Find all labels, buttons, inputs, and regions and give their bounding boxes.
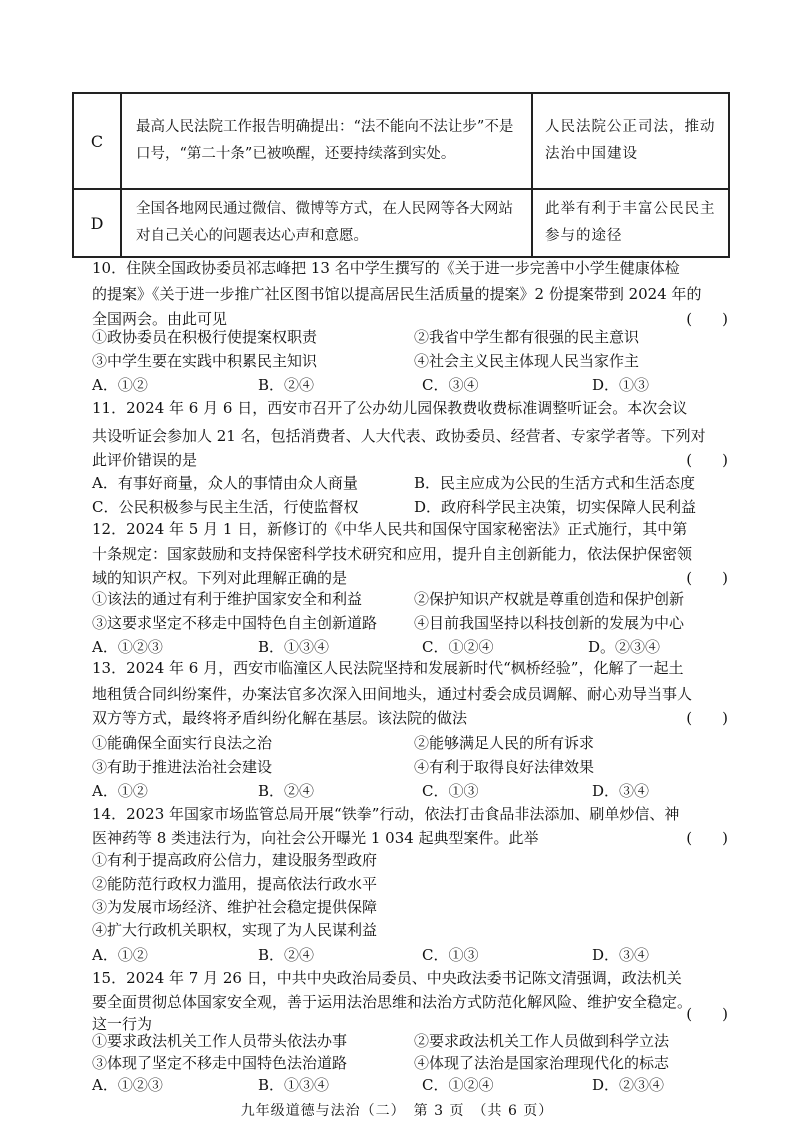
choice-b[interactable]: B．②④ xyxy=(258,376,315,394)
choice-row xyxy=(92,1074,732,1100)
statement: ④社会主义民主体现人民当家作主 xyxy=(414,352,640,370)
statement: ②保护知识产权就是尊重创造和保护创新 xyxy=(414,590,685,608)
choice-a[interactable]: A．①② xyxy=(92,946,148,964)
question-stem: 15．2024 年 7 月 26 日，中共中央政治局委员、中央政法委书记陈文清强调，政法机关 xyxy=(92,969,682,987)
option-table xyxy=(72,92,730,258)
choice-c[interactable]: C．③④ xyxy=(422,376,479,394)
choice-d[interactable]: D．政府科学民主决策，切实保障人民利益 xyxy=(414,498,697,516)
answer-blank: ( ) xyxy=(686,569,728,587)
statement: ③中学生要在实践中积累民主知识 xyxy=(92,352,318,370)
question-stem: 域的知识产权。下列对此理解正确的是 xyxy=(92,569,348,587)
statement: ④体现了法治是国家治理现代化的标志 xyxy=(414,1054,670,1072)
statement: ④扩大行政机关职权，实现了为人民谋利益 xyxy=(92,921,378,939)
row-conclusion: 人民法院公正司法，推动法治中国建设 xyxy=(532,93,729,189)
question-stem: 双方等方式，最终将矛盾纠纷化解在基层。该法院的做法 xyxy=(92,709,468,727)
question-stem: 十条规定：国家鼓励和支持保密科学技术研究和应用，提升自主创新能力，依法保护保密领 xyxy=(92,545,693,563)
statement: ④有利于取得良好法律效果 xyxy=(414,758,595,776)
question-stem: 此评价错误的是 xyxy=(92,451,198,469)
choice-a[interactable]: A．有事好商量，众人的事情由众人商量 xyxy=(92,474,358,492)
choice-d[interactable]: D．③④ xyxy=(592,946,650,964)
question-stem: 医神药等 8 类违法行为，向社会公开曝光 1 034 起典型案件。此举 xyxy=(92,829,539,847)
choice-b[interactable]: B．②④ xyxy=(258,782,315,800)
table-row-c xyxy=(73,93,729,189)
question-stem: 要全面贯彻总体国家安全观，善于运用法治思维和法治方式防范化解风险、维护安全稳定。 xyxy=(92,993,693,1011)
question-stem: 的提案》《关于进一步推广社区图书馆以提高居民生活质量的提案》2 份提案带到 2024 年的 xyxy=(92,285,702,303)
row-material: 最高人民法院工作报告明确提出：“法不能向不法让步”不是口号，“第二十条”已被唤醒，还要持续落到实处。 xyxy=(121,93,532,189)
choice-b[interactable]: B．②④ xyxy=(258,946,315,964)
answer-blank: ( ) xyxy=(686,1005,728,1023)
statement-row xyxy=(92,612,732,638)
choice-c[interactable]: C．①③ xyxy=(422,782,479,800)
statement: ①该法的通过有利于维护国家安全和利益 xyxy=(92,590,363,608)
statement-row xyxy=(92,756,732,782)
choice-c[interactable]: C．①②④ xyxy=(422,638,494,656)
page-footer: 九年级道德与法治（二） 第 3 页 （共 6 页） xyxy=(240,1103,554,1119)
choice-row xyxy=(92,472,732,498)
row-conclusion: 此举有利于丰富公民民主参与的途径 xyxy=(532,189,729,257)
statement-row xyxy=(92,732,732,758)
choice-a[interactable]: A．①②③ xyxy=(92,1076,163,1094)
statement: ③体现了坚定不移走中国特色法治道路 xyxy=(92,1054,348,1072)
statement: ②要求政法机关工作人员做到科学立法 xyxy=(414,1032,670,1050)
choice-d[interactable]: D。②③④ xyxy=(588,638,661,656)
statement: ②能够满足人民的所有诉求 xyxy=(414,734,595,752)
question-stem: 13．2024 年 6 月，西安市临潼区人民法院坚持和发展新时代“枫桥经验”，化解了一起土 xyxy=(92,659,684,677)
question-stem: 14．2023 年国家市场监管总局开展“铁拳”行动，依法打击食品非法添加、刷单炒信、神 xyxy=(92,805,680,823)
table-row-d xyxy=(73,189,729,257)
choice-d[interactable]: D．②③④ xyxy=(592,1076,665,1094)
choice-d[interactable]: D．①③ xyxy=(592,376,650,394)
statement: ②能防范行政权力滥用，提高依法行政水平 xyxy=(92,875,378,893)
choice-b[interactable]: B．①③④ xyxy=(258,1076,330,1094)
row-label: D xyxy=(73,189,121,257)
statement-row xyxy=(92,588,732,614)
answer-blank: ( ) xyxy=(686,829,728,847)
question-stem: 共设听证会参加人 21 名，包括消费者、人大代表、政协委员、经营者、专家学者等。下列对 xyxy=(92,427,706,445)
choice-a[interactable]: A．①② xyxy=(92,782,148,800)
choice-b[interactable]: B．①③④ xyxy=(258,638,330,656)
question-stem: 10．住陕全国政协委员祁志峰把 13 名中学生撰写的《关于进一步完善中小学生健康体检 xyxy=(92,259,680,277)
question-stem: 全国两会。由此可见 xyxy=(92,310,228,328)
statement-row xyxy=(92,350,732,376)
statement: ③为发展市场经济、维护社会稳定提供保障 xyxy=(92,898,378,916)
answer-blank: ( ) xyxy=(686,709,728,727)
choice-b[interactable]: B．民主应成为公民的生活方式和生活态度 xyxy=(414,474,696,492)
choice-a[interactable]: A．①② xyxy=(92,376,148,394)
statement: ①有利于提高政府公信力，建设服务型政府 xyxy=(92,851,378,869)
statement: ①能确保全面实行良法之治 xyxy=(92,734,273,752)
answer-blank: ( ) xyxy=(686,310,728,328)
statement: ②我省中学生都有很强的民主意识 xyxy=(414,328,640,346)
choice-a[interactable]: A．①②③ xyxy=(92,638,163,656)
statement: ③这要求坚定不移走中国特色自主创新道路 xyxy=(92,614,378,632)
question-stem: 这一行为 xyxy=(92,1015,153,1033)
choice-c[interactable]: C．公民积极参与民主生活，行使监督权 xyxy=(92,498,359,516)
answer-blank: ( ) xyxy=(686,451,728,469)
statement: ③有助于推进法治社会建设 xyxy=(92,758,273,776)
statement-row xyxy=(92,326,732,352)
statement: ①要求政法机关工作人员带头依法办事 xyxy=(92,1032,348,1050)
statement: ①政协委员在积极行使提案权职责 xyxy=(92,328,318,346)
row-material: 全国各地网民通过微信、微博等方式，在人民网等各大网站对自己关心的问题表达心声和意愿。 xyxy=(121,189,532,257)
choice-c[interactable]: C．①③ xyxy=(422,946,479,964)
question-stem: 11．2024 年 6 月 6 日，西安市召开了公办幼儿园保教费收费标准调整听证会。本次会议 xyxy=(92,399,688,417)
statement: ④目前我国坚持以科技创新的发展为中心 xyxy=(414,614,685,632)
choice-d[interactable]: D．③④ xyxy=(592,782,650,800)
question-stem: 12．2024 年 5 月 1 日，新修订的《中华人民共和国保守国家秘密法》正式施行，其中第 xyxy=(92,520,688,538)
choice-c[interactable]: C．①②④ xyxy=(422,1076,494,1094)
question-stem: 地租赁合同纠纷案件，办案法官多次深入田间地头，通过村委会成员调解、耐心劝导当事人 xyxy=(92,685,693,703)
row-label: C xyxy=(73,93,121,189)
